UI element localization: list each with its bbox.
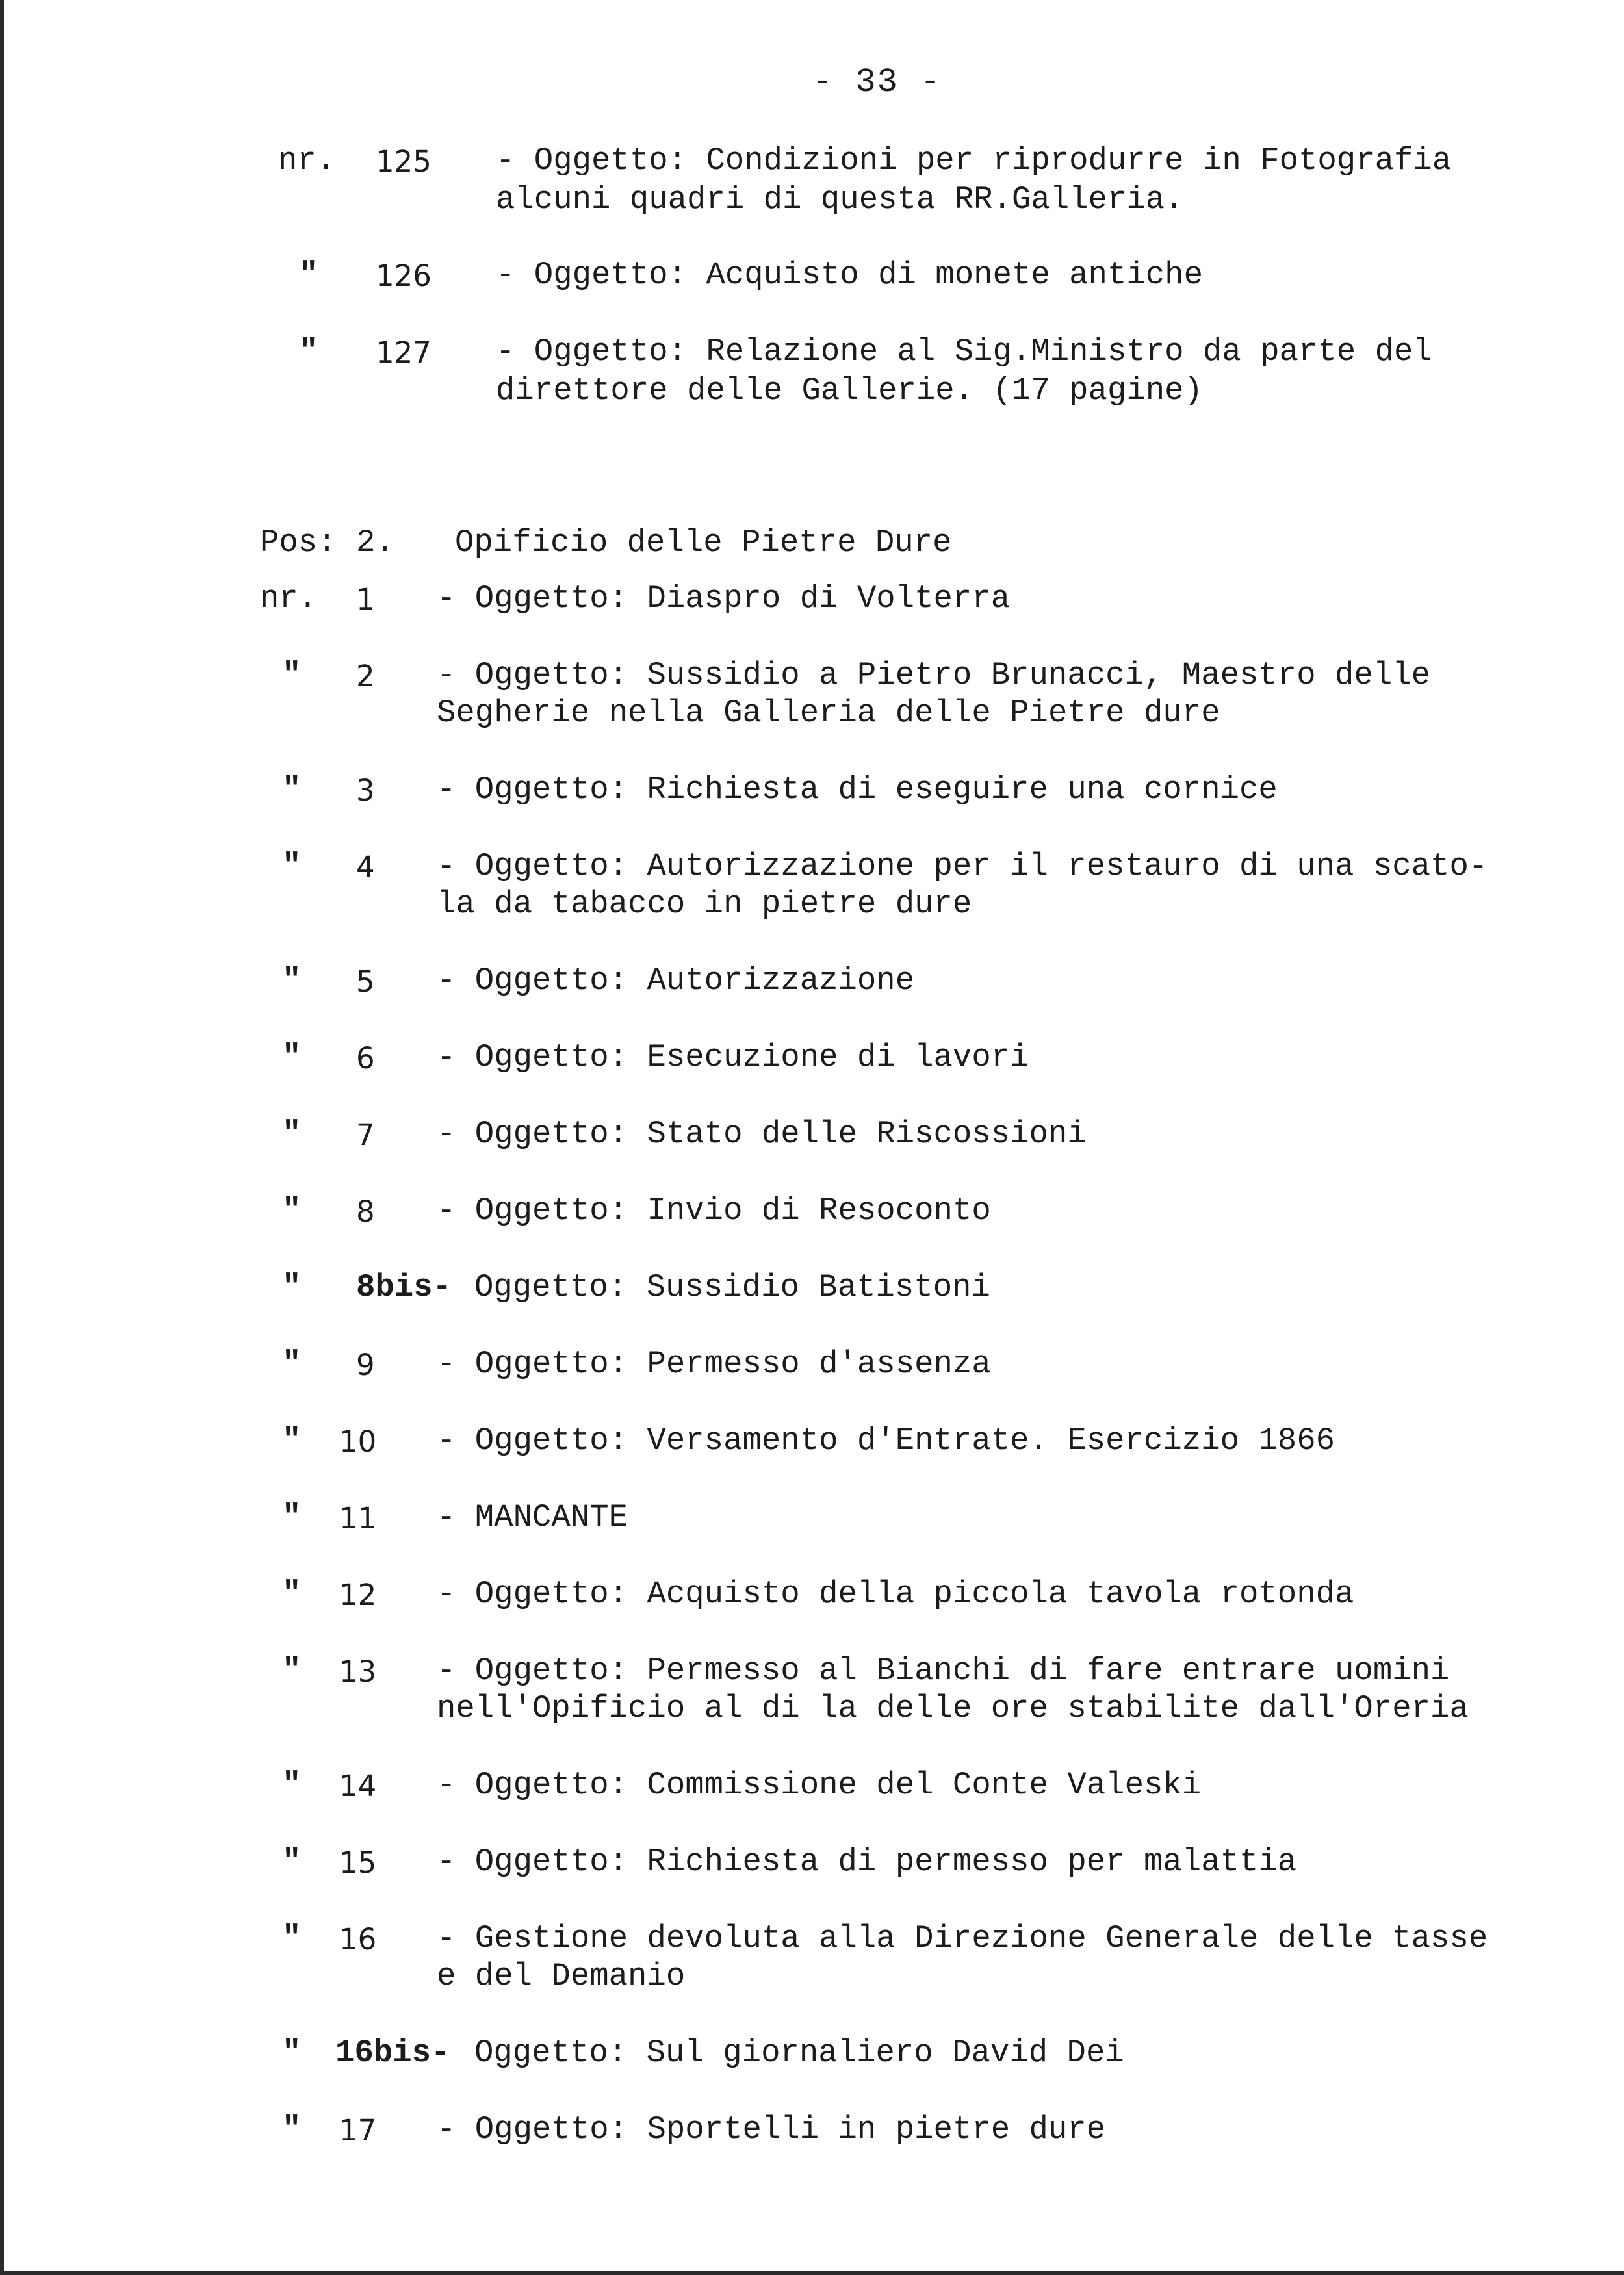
ditto-mark: "	[282, 1652, 302, 1689]
ditto-mark: "	[282, 1192, 302, 1229]
ditto-mark: "	[282, 657, 302, 693]
entry-number: 8bis-	[356, 1269, 452, 1305]
entry-line: - Oggetto: Condizioni per riprodurre in Fotografia	[496, 142, 1452, 179]
entry-number: 10	[339, 1424, 377, 1459]
entry-number: 125	[376, 144, 432, 179]
entry-number: 17	[339, 2113, 377, 2148]
entry-line: - Oggetto: Commissione del Conte Valeski	[437, 1767, 1202, 1803]
entry-line: - Oggetto: Sussidio a Pietro Brunacci, Maestro delle	[437, 657, 1431, 693]
entry-number: 12	[339, 1578, 377, 1612]
entry-number: 14	[339, 1769, 377, 1803]
ditto-mark: "	[282, 848, 302, 884]
ditto-mark: "	[282, 1767, 302, 1803]
entry-number: 6	[356, 1041, 375, 1075]
entry-number: 7	[356, 1118, 375, 1152]
entry-marker: nr.	[260, 580, 318, 617]
entry-line: - Oggetto: Permesso al Bianchi di fare entrare uomini	[437, 1652, 1450, 1689]
entry-line: - Oggetto: Diaspro di Volterra	[437, 580, 1011, 617]
entry-line: - Gestione devoluta alla Direzione Generale delle tasse	[437, 1920, 1488, 1957]
entry-marker: nr.	[278, 142, 336, 179]
entry-number: 13	[339, 1654, 377, 1689]
entry-number: 1	[356, 582, 375, 617]
entry-line: e del Demanio	[437, 1958, 686, 1994]
entry-line: - Oggetto: Richiesta di eseguire una cornice	[437, 771, 1278, 808]
ditto-mark: "	[282, 1346, 302, 1382]
entry-line: - Oggetto: Autorizzazione per il restauro di una scato-	[437, 848, 1488, 884]
ditto-mark: "	[282, 1039, 302, 1075]
ditto-mark: "	[282, 1920, 302, 1957]
ditto-mark: "	[282, 1116, 302, 1152]
section-title: Opificio delle Pietre Dure	[455, 524, 952, 561]
entry-number: 2	[356, 659, 375, 693]
entry-number: 8	[356, 1194, 375, 1229]
page-number: - 33 -	[812, 63, 942, 101]
entry-line: Segherie nella Galleria delle Pietre dure	[437, 695, 1220, 731]
entry-number: 3	[356, 773, 375, 808]
entry-line: Oggetto: Sussidio Batistoni	[474, 1269, 990, 1305]
ditto-mark: "	[299, 333, 318, 370]
entry-number: 11	[339, 1501, 377, 1536]
entry-line: - Oggetto: Invio di Resoconto	[437, 1192, 991, 1229]
ditto-mark: "	[282, 1269, 302, 1305]
entry-line: - Oggetto: Sportelli in pietre dure	[437, 2111, 1106, 2148]
entry-line: - MANCANTE	[437, 1499, 628, 1536]
entry-line: - Oggetto: Acquisto della piccola tavola rotonda	[437, 1576, 1354, 1612]
entry-line: - Oggetto: Permesso d'assenza	[437, 1346, 991, 1382]
ditto-mark: "	[282, 1499, 302, 1536]
entry-number: 9	[356, 1348, 375, 1382]
entry-line: - Oggetto: Autorizzazione	[437, 962, 915, 999]
entry-number: 4	[356, 850, 375, 884]
entry-line: - Oggetto: Versamento d'Entrate. Esercizio 1866	[437, 1422, 1335, 1459]
entry-line: direttore delle Gallerie. (17 pagine)	[496, 372, 1203, 409]
ditto-mark: "	[282, 1844, 302, 1880]
ditto-mark: "	[282, 2111, 302, 2148]
ditto-mark: "	[282, 771, 302, 808]
ditto-mark: "	[299, 257, 318, 293]
entry-line: - Oggetto: Stato delle Riscossioni	[437, 1116, 1087, 1152]
entry-number: 5	[356, 964, 375, 999]
ditto-mark: "	[282, 2035, 302, 2071]
section-label: Pos:	[260, 524, 337, 561]
entry-number: 16bis-	[335, 2035, 450, 2071]
entry-number: 126	[376, 259, 432, 293]
entry-number: 127	[376, 335, 432, 370]
entry-line: - Oggetto: Richiesta di permesso per malattia	[437, 1844, 1297, 1880]
ditto-mark: "	[282, 962, 302, 999]
entry-line: - Oggetto: Esecuzione di lavori	[437, 1039, 1029, 1075]
entry-line: - Oggetto: Acquisto di monete antiche	[496, 257, 1203, 293]
ditto-mark: "	[282, 1576, 302, 1612]
section-number: 2.	[356, 524, 394, 561]
entry-line: nell'Opificio al di la delle ore stabilite dall'Oreria	[437, 1690, 1469, 1727]
entry-number: 15	[339, 1845, 377, 1880]
entry-number: 16	[339, 1922, 377, 1957]
entry-line: la da tabacco in pietre dure	[437, 886, 972, 922]
entry-line: Oggetto: Sul giornaliero David Dei	[474, 2035, 1124, 2071]
entry-line: alcuni quadri di questa RR.Galleria.	[496, 181, 1184, 218]
entry-line: - Oggetto: Relazione al Sig.Ministro da parte del	[496, 333, 1432, 370]
ditto-mark: "	[282, 1422, 302, 1459]
